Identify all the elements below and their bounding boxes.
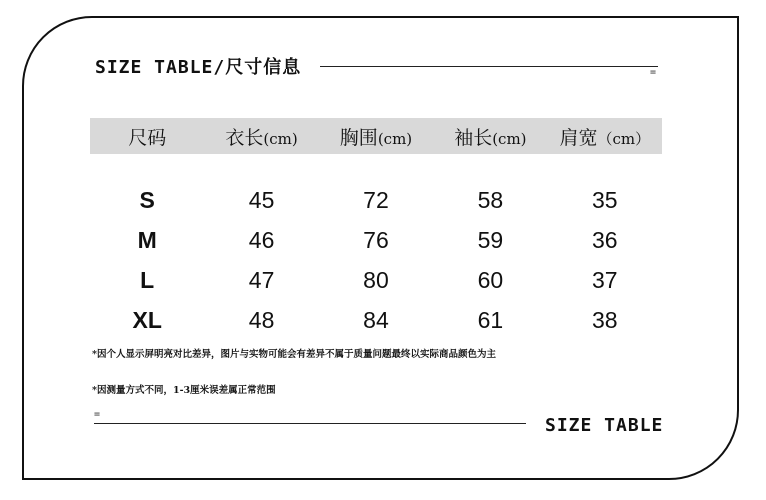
header-cell-length: 衣长(cm) (225, 126, 298, 149)
table-row (90, 220, 662, 260)
size-table (90, 118, 662, 340)
table-row (90, 260, 662, 300)
table-row (90, 300, 662, 340)
table-body (90, 180, 662, 340)
cell-length: 48 (248, 306, 275, 333)
cell-sleeve: 58 (477, 186, 504, 213)
cell-sleeve: 60 (477, 266, 504, 293)
cell-shoulder: 37 (591, 266, 618, 293)
cell-chest: 80 (363, 266, 389, 293)
header-cell-size: 尺码 (128, 126, 167, 149)
header-cell-chest: 胸围(cm) (339, 126, 413, 149)
cell-size: XL (132, 306, 162, 333)
cell-size: L (140, 266, 155, 293)
cell-shoulder: 35 (591, 186, 618, 213)
cell-length: 47 (248, 266, 275, 293)
table-header-row (90, 118, 662, 154)
cell-shoulder: 38 (591, 306, 618, 333)
footer-divider (94, 423, 526, 424)
header-divider (320, 66, 658, 67)
cell-chest: 84 (363, 306, 389, 333)
table-row (90, 180, 662, 220)
measurement-note: *因测量方式不同，1-3厘米误差属正常范围 (92, 385, 276, 396)
page-title: SIZE TABLE/尺寸信息 (95, 57, 302, 78)
display-disclaimer-note: *因个人显示屏明亮对比差异，图片与实物可能会有差异不属于质量问题最终以实际商品颜色为主 (92, 349, 496, 360)
cell-length: 46 (248, 226, 275, 253)
cell-size: S (139, 186, 155, 213)
cell-chest: 76 (363, 226, 389, 253)
cell-sleeve: 61 (477, 306, 504, 333)
header-cell-sleeve: 袖长(cm) (454, 126, 527, 149)
cell-length: 45 (248, 186, 275, 213)
corner-mark-top: = (650, 67, 657, 78)
cell-chest: 72 (363, 186, 389, 213)
cell-size: M (137, 226, 157, 253)
footer-title: SIZE TABLE (545, 415, 664, 436)
cell-sleeve: 59 (477, 226, 504, 253)
header-cell-shoulder: 肩宽（cm） (559, 126, 651, 149)
cell-shoulder: 36 (591, 226, 618, 253)
header (95, 53, 301, 79)
corner-mark-bottom: = (94, 409, 101, 420)
